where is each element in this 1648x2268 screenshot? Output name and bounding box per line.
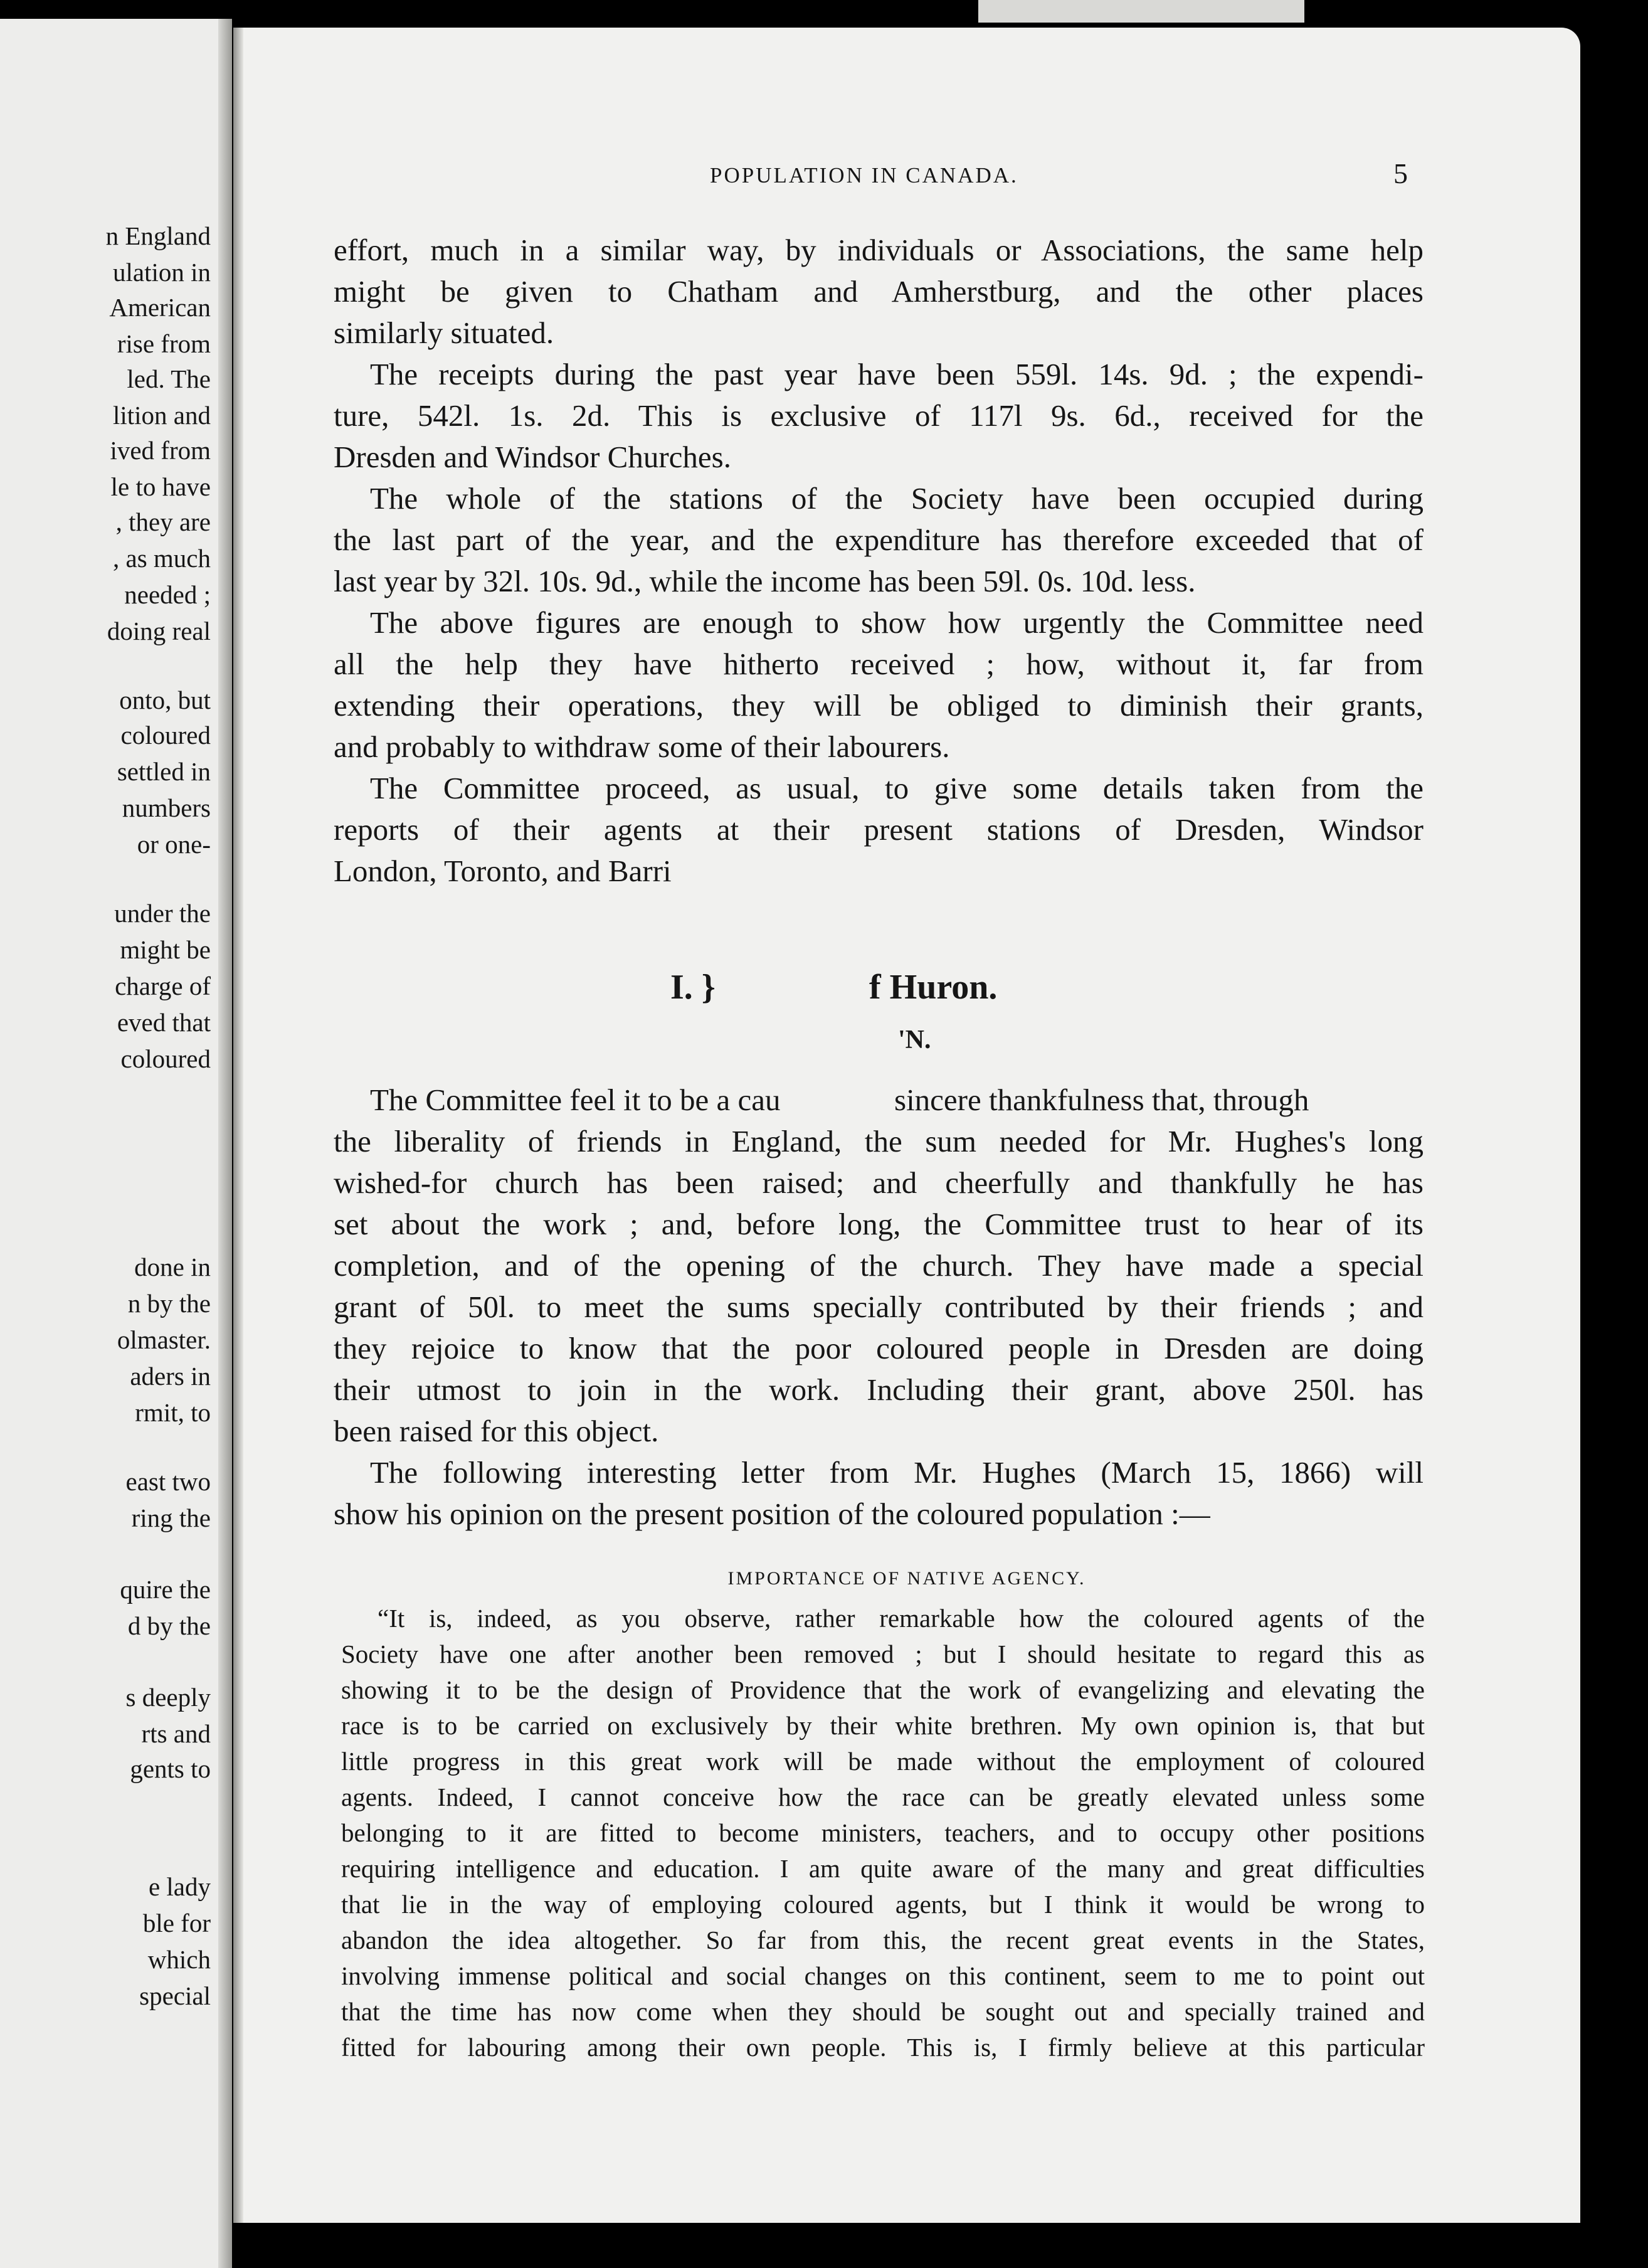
paragraph-line: extending their operations, they will be obliged to diminish their grants,: [334, 688, 1424, 723]
facing-page-line: east two: [125, 1467, 211, 1496]
letter-line: that the time has now come when they should be sought out and specially trained and: [341, 1997, 1425, 2026]
page-spine-shadow: [233, 28, 243, 2223]
facing-page-line: , they are: [115, 507, 211, 536]
facing-page-line: lition and: [112, 401, 211, 430]
facing-page-line: done in: [134, 1253, 211, 1281]
facing-page-line: s deeply: [125, 1683, 211, 1712]
paragraph-line: London, Toronto, and Barri: [334, 854, 672, 888]
facing-page-line: doing real: [107, 617, 211, 645]
facing-page-line: olmaster.: [117, 1325, 211, 1354]
paragraph-line: similarly situated.: [334, 315, 554, 350]
facing-page-line: d by the: [127, 1611, 211, 1640]
paragraph-line: might be given to Chatham and Amherstburg, and the other places: [334, 274, 1424, 309]
facing-page-line: coloured: [120, 1044, 211, 1073]
facing-page-line: under the: [114, 899, 211, 928]
book-page: [233, 28, 1580, 2223]
paragraph-line: The whole of the stations of the Society have been occupied during: [370, 481, 1424, 516]
dresden-line: they rejoice to know that the poor coloured people in Dresden are doing: [334, 1331, 1424, 1365]
dresden-line: The following interesting letter from Mr. Hughes (March 15, 1866) will: [370, 1455, 1424, 1490]
facing-page-line: led. The: [127, 364, 211, 393]
facing-page-line: special: [139, 1981, 211, 2010]
facing-page-gutter: [218, 19, 232, 2268]
facing-page-line: numbers: [122, 793, 211, 822]
facing-page-line: n England: [105, 221, 211, 250]
letter-heading: IMPORTANCE OF NATIVE AGENCY.: [727, 1568, 1086, 1589]
letter-line: belonging to it are fitted to become ministers, teachers, and to occupy other positions: [341, 1818, 1425, 1847]
paragraph-line: the last part of the year, and the expenditure has therefore exceeded that of: [334, 522, 1424, 557]
letter-line: requiring intelligence and education. I am quite aware of the many and great difficulties: [341, 1854, 1425, 1883]
facing-page-line: American: [109, 293, 211, 322]
dresden-line: sincere thankfulness that, through: [894, 1083, 1309, 1117]
sub-heading-text: 'N.: [898, 1025, 931, 1054]
section-heading-left: I. }: [670, 968, 716, 1007]
facing-page-line: settled in: [117, 757, 211, 786]
letter-line: agents. Indeed, I cannot conceive how the race can be greatly elevated unless some: [341, 1783, 1425, 1811]
page-number: 5: [1393, 157, 1408, 189]
paragraph-line: and probably to withdraw some of their labourers.: [334, 729, 950, 764]
dresden-line: the liberality of friends in England, the sum needed for Mr. Hughes's long: [334, 1124, 1424, 1158]
dresden-line: The Committee feel it to be a cau: [370, 1083, 781, 1117]
dresden-line: set about the work ; and, before long, the Committee trust to hear of its: [334, 1207, 1424, 1241]
paragraph-line: effort, much in a similar way, by individuals or Associations, the same help: [334, 233, 1424, 267]
facing-page-line: ived from: [110, 436, 211, 465]
letter-line: little progress in this great work will be made without the employment of coloured: [341, 1747, 1425, 1776]
letter-line: “It is, indeed, as you observe, rather remarkable how the coloured agents of the: [378, 1604, 1425, 1633]
paragraph-line: ture, 542l. 1s. 2d. This is exclusive of 117l 9s. 6d., received for the: [334, 398, 1424, 433]
dresden-line: show his opinion on the present position of the coloured population :—: [334, 1497, 1210, 1531]
letter-line: Society have one after another been removed ; but I should hesitate to regard this as: [341, 1640, 1425, 1668]
facing-page-line: needed ;: [124, 580, 211, 609]
section-heading-right: f Huron.: [869, 968, 998, 1007]
facing-page-line: n by the: [127, 1289, 211, 1318]
dresden-line: grant of 50l. to meet the sums specially contributed by their friends ; and: [334, 1290, 1424, 1324]
dresden-line: completion, and of the opening of the church. They have made a special: [334, 1248, 1424, 1283]
facing-page-line: le to have: [110, 472, 211, 501]
facing-page-line: aders in: [130, 1362, 211, 1391]
facing-page-line: ble for: [142, 1909, 211, 1937]
facing-page-line: coloured: [120, 721, 211, 750]
letter-line: fitted for labouring among their own people. This is, I firmly believe at this particular: [341, 2033, 1425, 2062]
facing-page-line: quire the: [120, 1575, 211, 1604]
facing-page-line: or one-: [137, 830, 211, 859]
paragraph-line: The Committee proceed, as usual, to give some details taken from the: [370, 771, 1424, 805]
facing-page-line: rmit, to: [135, 1398, 211, 1427]
letter-line: race is to be carried on exclusively by their white brethren. My own opinion is, that but: [341, 1711, 1425, 1740]
letter-line: that lie in the way of employing coloured agents, but I think it would be wrong to: [341, 1890, 1425, 1919]
facing-page-line: charge of: [115, 972, 211, 1000]
facing-page-line: rts and: [141, 1719, 211, 1748]
paragraph-line: The above figures are enough to show how urgently the Committee need: [370, 605, 1424, 640]
facing-page-line: gents to: [130, 1754, 211, 1783]
dresden-line: been raised for this object.: [334, 1414, 659, 1448]
letter-line: involving immense political and social changes on this continent, seem to me to point out: [341, 1961, 1425, 1990]
paragraph-line: all the help they have hitherto received ; how, without it, far from: [334, 647, 1424, 681]
facing-page-line: which: [147, 1945, 211, 1974]
facing-page-line: eved that: [117, 1008, 211, 1037]
letter-line: abandon the idea altogether. So far from this, the recent great events in the States,: [341, 1926, 1425, 1954]
running-head: POPULATION IN CANADA.: [710, 163, 1018, 188]
facing-page-line: might be: [120, 935, 211, 964]
paragraph-line: The receipts during the past year have been 559l. 14s. 9d. ; the expendi-: [370, 357, 1424, 391]
dresden-line: their utmost to join in the work. Including their grant, above 250l. has: [334, 1372, 1424, 1407]
letter-line: showing it to be the design of Providence that the work of evangelizing and elevating the: [341, 1675, 1425, 1704]
facing-page-line: , as much: [113, 544, 211, 573]
facing-page-line: onto, but: [119, 686, 211, 714]
paragraph-line: reports of their agents at their present stations of Dresden, Windsor: [334, 812, 1424, 847]
paragraph-line: last year by 32l. 10s. 9d., while the income has been 59l. 0s. 10d. less.: [334, 564, 1196, 598]
facing-page-line: e lady: [148, 1872, 211, 1901]
facing-page-line: ring the: [131, 1503, 211, 1532]
dresden-line: wished-for church has been raised; and cheerfully and thankfully he has: [334, 1165, 1424, 1200]
facing-page-line: rise from: [117, 329, 211, 358]
paragraph-line: Dresden and Windsor Churches.: [334, 440, 731, 474]
facing-page-line: ulation in: [112, 258, 211, 287]
facing-page-left: [0, 19, 232, 2268]
page-top-edge: [978, 0, 1304, 23]
